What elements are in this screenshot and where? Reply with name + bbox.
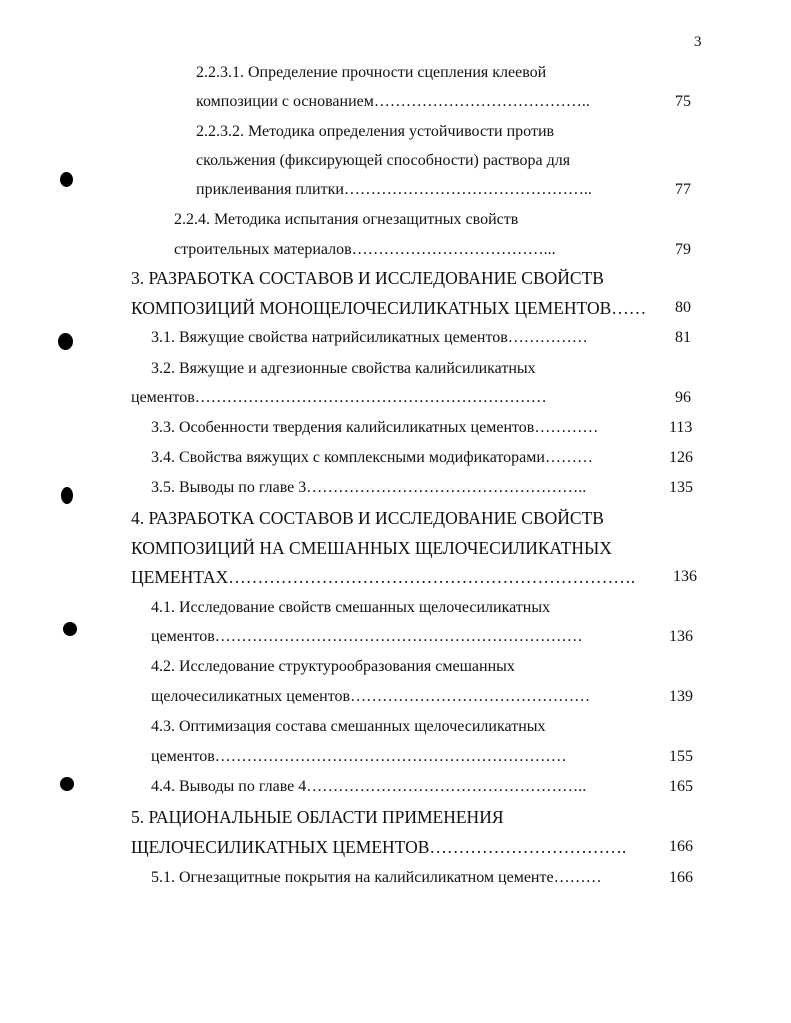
toc-line: строительных материалов………………………………...	[174, 241, 556, 258]
toc-line: цементов…………………………………………………………	[131, 389, 547, 406]
toc-line: 4. РАЗРАБОТКА СОСТАВОВ И ИССЛЕДОВАНИЕ СВОЙСТВ	[131, 508, 604, 528]
toc-page-number: 81	[675, 329, 691, 346]
toc-line: 2.2.3.1. Определение прочности сцепления клеевой	[196, 64, 547, 81]
toc-line: 2.2.4. Методика испытания огнезащитных свойств	[174, 211, 519, 228]
punch-mark	[61, 487, 73, 504]
toc-line: 3.5. Выводы по главе 3……………………………………………..	[151, 479, 587, 496]
toc-line: 4.3. Оптимизация состава смешанных щелочесиликатных	[151, 718, 546, 735]
toc-line: цементов……………………………………………………………	[151, 628, 583, 645]
toc-page-number: 80	[675, 299, 691, 316]
toc-page-number: 166	[669, 838, 693, 855]
toc-line: КОМПОЗИЦИЙ НА СМЕШАННЫХ ЩЕЛОЧЕСИЛИКАТНЫХ	[131, 538, 612, 558]
toc-page-number: 77	[675, 181, 691, 198]
toc-page-number: 136	[673, 568, 697, 585]
toc-page-number: 96	[675, 389, 691, 406]
toc-page-number: 79	[675, 241, 691, 258]
toc-line: 3.3. Особенности твердения калийсиликатных цементов…………	[151, 419, 599, 436]
toc-line: 3.4. Свойства вяжущих с комплексными модификаторами………	[151, 449, 593, 466]
toc-line: 4.1. Исследование свойств смешанных щелочесиликатных	[151, 599, 551, 616]
toc-page-number: 139	[669, 688, 693, 705]
toc-line: цементов…………………………………………………………	[151, 748, 567, 765]
toc-line: щелочесиликатных цементов………………………………………	[151, 688, 591, 705]
punch-mark	[60, 777, 74, 791]
toc-line: 4.4. Выводы по главе 4……………………………………………..	[151, 778, 587, 795]
toc-page-number: 113	[669, 419, 693, 436]
toc-line: 3.1. Вяжущие свойства натрийсиликатных цементов……………	[151, 329, 588, 346]
punch-mark	[58, 333, 73, 350]
toc-line: 5.1. Огнезащитные покрытия на калийсиликатном цементе………	[151, 869, 602, 886]
page-number: 3	[694, 34, 702, 50]
toc-line: приклеивания плитки………………………………………..	[196, 181, 592, 198]
toc-line: скольжения (фиксирующей способности) раствора для	[196, 152, 571, 169]
toc-page-number: 126	[669, 449, 693, 466]
toc-page-number: 75	[675, 93, 691, 110]
toc-page-number: 155	[669, 748, 693, 765]
toc-page-number: 135	[669, 479, 693, 496]
punch-mark	[63, 622, 77, 636]
toc-line: 3.2. Вяжущие и адгезионные свойства калийсиликатных	[151, 360, 536, 377]
toc-page-number: 136	[669, 628, 693, 645]
toc-line: 2.2.3.2. Методика определения устойчивости против	[196, 123, 555, 140]
punch-mark	[60, 172, 73, 187]
toc-page-number: 165	[669, 778, 693, 795]
toc-line: ЦЕМЕНТАХ…………………………………………………………….	[131, 567, 636, 587]
toc-line: 3. РАЗРАБОТКА СОСТАВОВ И ИССЛЕДОВАНИЕ СВОЙСТВ	[131, 268, 604, 288]
toc-line: композиции с основанием…………………………………..	[196, 93, 590, 110]
toc-line: 4.2. Исследование структурообразования смешанных	[151, 658, 515, 675]
toc-line: ЩЕЛОЧЕСИЛИКАТНЫХ ЦЕМЕНТОВ…………………………….	[131, 837, 627, 857]
toc-line: 5. РАЦИОНАЛЬНЫЕ ОБЛАСТИ ПРИМЕНЕНИЯ	[131, 807, 504, 827]
toc-page-number: 166	[669, 869, 693, 886]
toc-line: КОМПОЗИЦИЙ МОНОЩЕЛОЧЕСИЛИКАТНЫХ ЦЕМЕНТОВ……	[131, 298, 646, 318]
